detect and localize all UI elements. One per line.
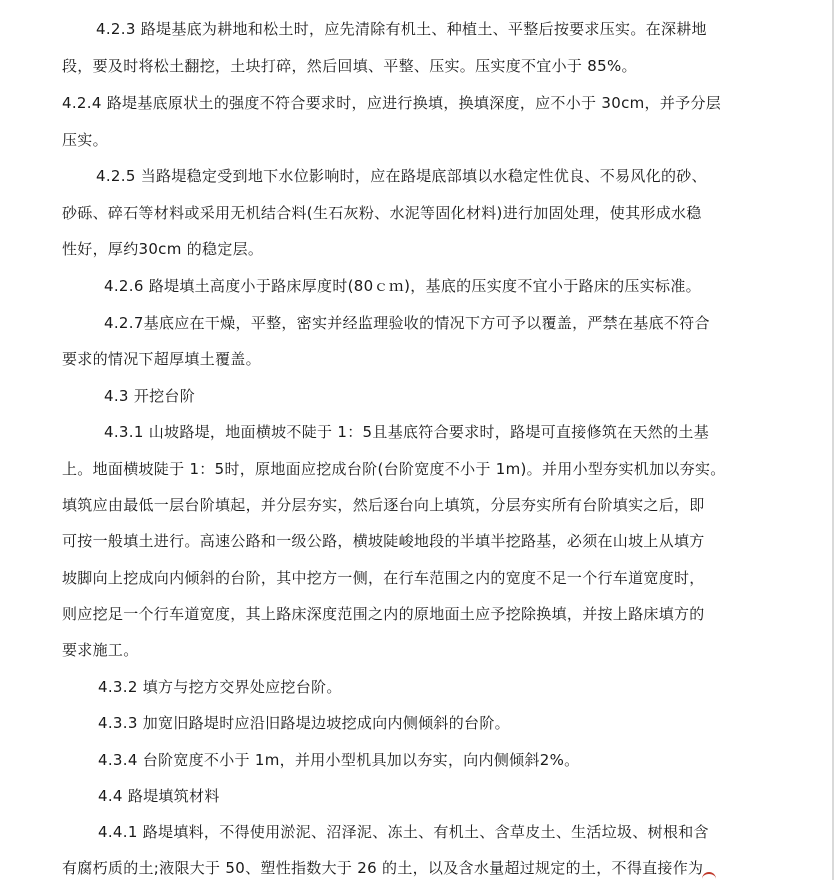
paragraph-4-2-3-line-1: 4.2.3 路堤基底为耕地和松土时，应先清除有机土、种植土、平整后按要求压实。在深耕地	[96, 20, 707, 38]
paragraph-4-3-2-line-1: 4.3.2 填方与挖方交界处应挖台阶。	[98, 678, 342, 696]
paragraph-4-3-1-line-7: 要求施工。	[62, 641, 139, 659]
paragraph-4-4-1-line-2: 有腐朽质的土;液限大于 50、塑性指数大于 26 的土，以及含水量超过规定的土，不得直接作为	[62, 859, 704, 877]
paragraph-4-3-3-line-1: 4.3.3 加宽旧路堤时应沿旧路堤边坡挖成向内侧倾斜的台阶。	[98, 714, 510, 732]
paragraph-4-2-6-line-1: 4.2.6 路堤填土高度小于路床厚度时(80ｃｍ)，基底的压实度不宜小于路床的压实标准。	[104, 277, 701, 295]
section-heading-4-3: 4.3 开挖台阶	[104, 387, 196, 405]
paragraph-4-3-1-line-6: 则应挖足一个行车道宽度，其上路床深度范围之内的原地面土应予挖除换填，并按上路床填方的	[62, 605, 705, 623]
paragraph-4-2-4-line-1: 4.2.4 路堤基底原状土的强度不符合要求时，应进行换填，换填深度，应不小于 30cm，并予分层	[62, 94, 722, 112]
paragraph-4-3-1-line-1: 4.3.1 山坡路堤，地面横坡不陡于 1：5且基底符合要求时，路堤可直接修筑在天然的土基	[104, 423, 709, 441]
paragraph-4-2-7-line-1: 4.2.7基底应在干燥，平整，密实并经监理验收的情况下方可予以覆盖，严禁在基底不符合	[104, 314, 710, 332]
cursor-mark-icon	[702, 872, 716, 880]
paragraph-4-3-1-line-4: 可按一般填土进行。高速公路和一级公路，横坡陡峻地段的半填半挖路基，必须在山坡上从填方	[62, 532, 705, 550]
paragraph-4-2-5-line-2: 砂砾、碎石等材料或采用无机结合料(生石灰粉、水泥等固化材料)进行加固处理，使其形成水稳	[62, 204, 702, 222]
paragraph-4-2-5-line-1: 4.2.5 当路堤稳定受到地下水位影响时，应在路堤底部填以水稳定性优良、不易风化的砂、	[96, 167, 707, 185]
paragraph-4-2-5-line-3: 性好，厚约30cm 的稳定层。	[62, 240, 264, 258]
paragraph-4-2-3-line-2: 段，要及时将松土翻挖，土块打碎，然后回填、平整、压实。压实度不宜小于 85%。	[62, 57, 637, 75]
paragraph-4-2-4-line-2: 压实。	[62, 131, 108, 149]
paragraph-4-3-1-line-5: 坡脚向上挖成向内倾斜的台阶，其中挖方一侧，在行车范围之内的宽度不足一个行车道宽度时，	[62, 569, 705, 587]
paragraph-4-3-1-line-3: 填筑应由最低一层台阶填起，并分层夯实，然后逐台向上填筑，分层夯实所有台阶填实之后，即	[62, 496, 705, 514]
paragraph-4-3-1-line-2: 上。地面横坡陡于 1：5时，原地面应挖成台阶(台阶宽度不小于 1m)。并用小型夯实机加以夯实。	[62, 460, 726, 478]
paragraph-4-2-7-line-2: 要求的情况下超厚填土覆盖。	[62, 350, 261, 368]
section-heading-4-4: 4.4 路堤填筑材料	[98, 787, 220, 805]
paragraph-4-3-4-line-1: 4.3.4 台阶宽度不小于 1m，并用小型机具加以夯实，向内侧倾斜2%。	[98, 751, 580, 769]
paragraph-4-4-1-line-1: 4.4.1 路堤填料，不得使用淤泥、沼泽泥、冻土、有机土、含草皮土、生活垃圾、树根和含	[98, 823, 709, 841]
